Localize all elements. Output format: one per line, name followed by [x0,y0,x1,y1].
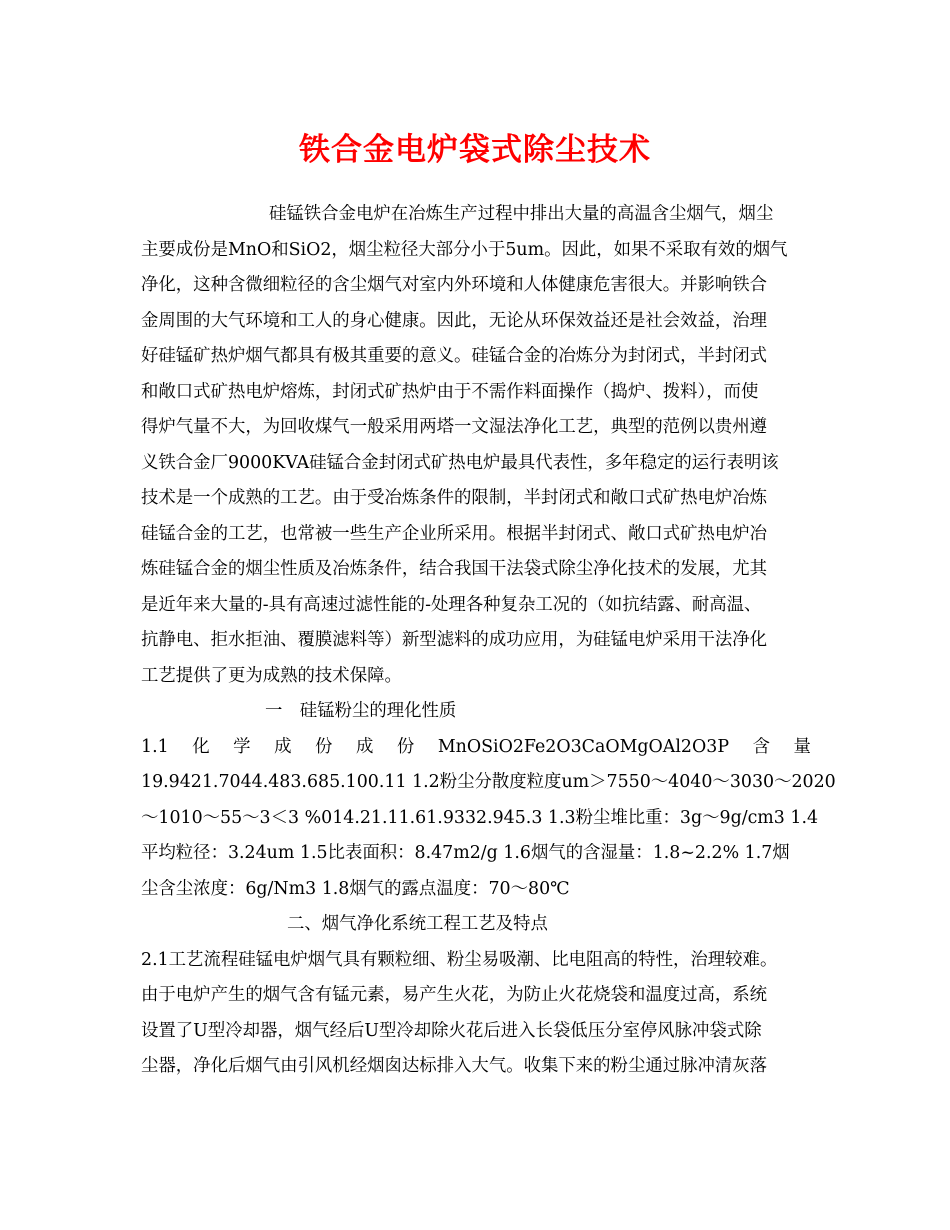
text-line: 义铁合金厂9000KVA硅锰合金封闭式矿热电炉最具代表性，多年稳定的运行表明该 [141,452,779,473]
text-line: 金周围的大气环境和工人的身心健康。因此，无论从环保效益还是社会效益，治理 [141,310,768,331]
row-token: 份 [315,736,333,757]
row-token: 份 [396,736,415,757]
row-token: 学 [233,736,251,757]
document-body [141,197,836,1085]
text-line: 19.9421.7044.483.685.100.11 1.2粉尘分散度粒度um＞7550～4040～3030～2020 [141,772,836,792]
text-line: 好硅锰矿热炉烟气都具有极其重要的意义。硅锰合金的冶炼分为封闭式，半封闭式 [141,346,768,366]
section-heading: 一 硅锰粉尘的理化性质 [265,701,457,721]
text-line: 尘含尘浓度：6g/Nm3 1.8烟气的露点温度：70～80℃ [141,878,570,899]
row-token: 1.1 [141,736,169,757]
text-line: 硅锰合金的工艺，也常被一些生产企业所采用。根据半封闭式、敞口式矿热电炉冶 [141,523,768,544]
text-line: 由于电炉产生的烟气含有锰元素，易产生火花，为防止火花烧袋和温度过高，系统 [141,985,768,1005]
text-line: 主要成份是MnO和SiO2，烟尘粒径大部分小于5um。因此，如果不采取有效的烟气 [141,239,788,260]
text-line: 尘器，净化后烟气由引风机经烟囱达标排入大气。收集下来的粉尘通过脉冲清灰落 [141,1056,768,1076]
section1-content [141,730,836,908]
text-line: ～1010～55～3＜3 %014.21.11.61.9332.945.3 1.3粉尘堆比重：3g～9g/cm3 1.4 [141,807,819,828]
text-line: 得炉气量不大，为回收煤气一般采用两塔一文湿法净化工艺，典型的范例以贵州遵 [141,417,768,437]
text-line: 抗静电、拒水拒油、覆膜滤料等）新型滤料的成功应用，为硅锰电炉采用干法净化 [141,630,768,650]
row-token: 量 [793,736,811,757]
text-line: 炼硅锰合金的烟尘性质及冶炼条件，结合我国干法袋式除尘净化技术的发展，尤其 [141,559,768,579]
document-title: 铁合金电炉袋式除尘技术 [299,132,651,168]
row-token: 成 [274,736,292,757]
text-line: 工艺提供了更为成熟的技术保障。 [141,665,402,686]
section2-content [141,943,811,1085]
text-line: 平均粒径：3.24um 1.5比表面积：8.47m2/g 1.6烟气的含湿量：1.8~2.2% 1.7烟 [141,843,790,863]
row-token: 成 [355,736,374,757]
row-token: 化 [192,736,210,757]
text-line: 设置了U型冷却器，烟气经后U型冷却除火花后进入长袋低压分室停风脉冲袋式除 [141,1020,762,1041]
text-line: 和敞口式矿热电炉熔炼，封闭式矿热炉由于不需作料面操作（捣炉、拨料），而使 [141,381,759,402]
composition-header-row [141,730,811,766]
row-token: MnOSiO2Fe2O3CaOMgOAl2O3P [437,736,730,757]
text-line: 技术是一个成熟的工艺。由于受冶炼条件的限制，半封闭式和敞口式矿热电炉冶炼 [141,488,768,508]
section-heading: 二、烟气净化系统工程工艺及特点 [287,914,548,934]
text-line: 净化，这种含微细粒径的含尘烟气对室内外环境和人体健康危害很大。并影响铁合 [141,275,768,295]
text-line: 2.1工艺流程硅锰电炉烟气具有颗粒细、粉尘易吸潮、比电阻高的特性，治理较难。 [141,949,778,970]
text-line: 硅锰铁合金电炉在冶炼生产过程中排出大量的高温含尘烟气，烟尘 [269,204,774,224]
text-line: 是近年来大量的-具有高速过滤性能的-处理各种复杂工况的（如抗结露、耐高温、 [141,594,762,615]
row-token: 含 [752,736,770,757]
intro-paragraph [141,197,811,694]
